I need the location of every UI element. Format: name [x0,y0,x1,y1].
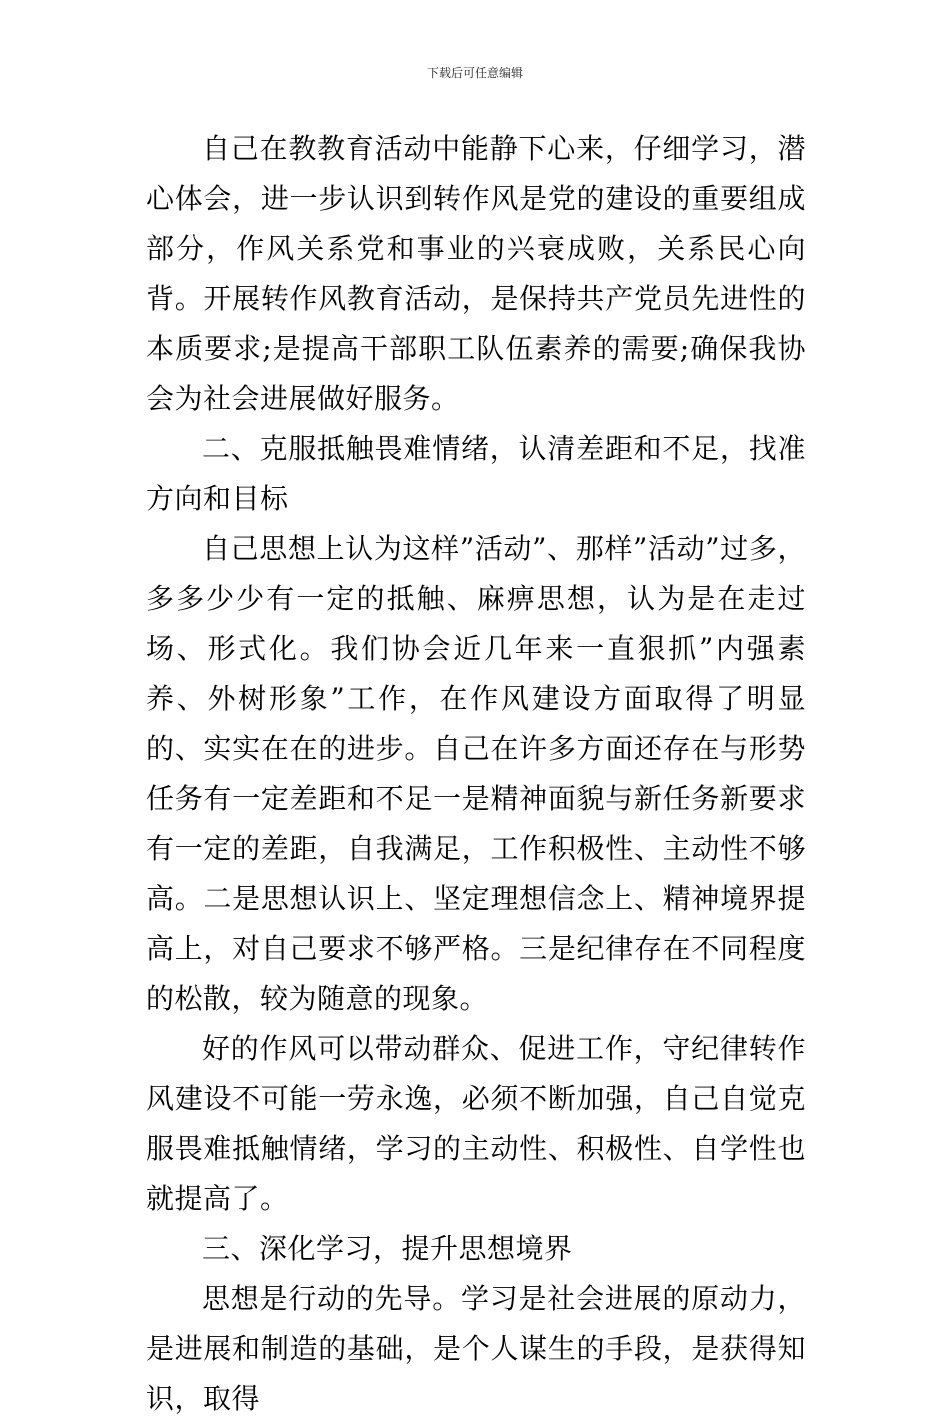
paragraph-thought-action: 思想是行动的先导。学习是社会进展的原动力，是进展和制造的基础，是个人谋生的手段，是获得知识，取得 [146,1282,806,1415]
paragraph-self-study: 自己在教教育活动中能静下心来，仔细学习，潜心体会，进一步认识到转作风是党的建设的重要组成部分，作风关系党和事业的兴衰成败，关系民心向背。开展转作风教育活动，是保持共产党员先进性的本质要求;是提高干部职工队伍素养的需要;确保我协会为社会进展做好服务。 [146,132,806,415]
section-heading-two: 二、克服抵触畏难情绪，认清差距和不足，找准方向和目标 [146,432,806,515]
page-header-note: 下载后可任意编辑 [426,66,523,80]
paragraph-good-style: 好的作风可以带动群众、促进工作，守纪律转作风建设不可能一劳永逸，必须不断加强，自己自觉克服畏难抵触情绪，学习的主动性、积极性、自学性也就提高了。 [146,1032,806,1215]
document-body [146,124,806,1424]
section-heading-three: 三、深化学习，提升思想境界 [202,1232,573,1265]
paragraph-shortcomings: 自己思想上认为这样”活动”、那样”活动”过多，多多少少有一定的抵触、麻痹思想，认为是在走过场、形式化。我们协会近几年来一直狠抓”内强素养、外树形象”工作，在作风建设方面取得了明显的、实实在在的进步。自己在许多方面还存在与形势任务有一定差距和不足一是精神面貌与新任务新要求有一定的差距，自我满足，工作积极性、主动性不够高。二是思想认识上、坚定理想信念上、精神境界提高上，对自己要求不够严格。三是纪律存在不同程度的松散，较为随意的现象。 [146,532,806,1015]
